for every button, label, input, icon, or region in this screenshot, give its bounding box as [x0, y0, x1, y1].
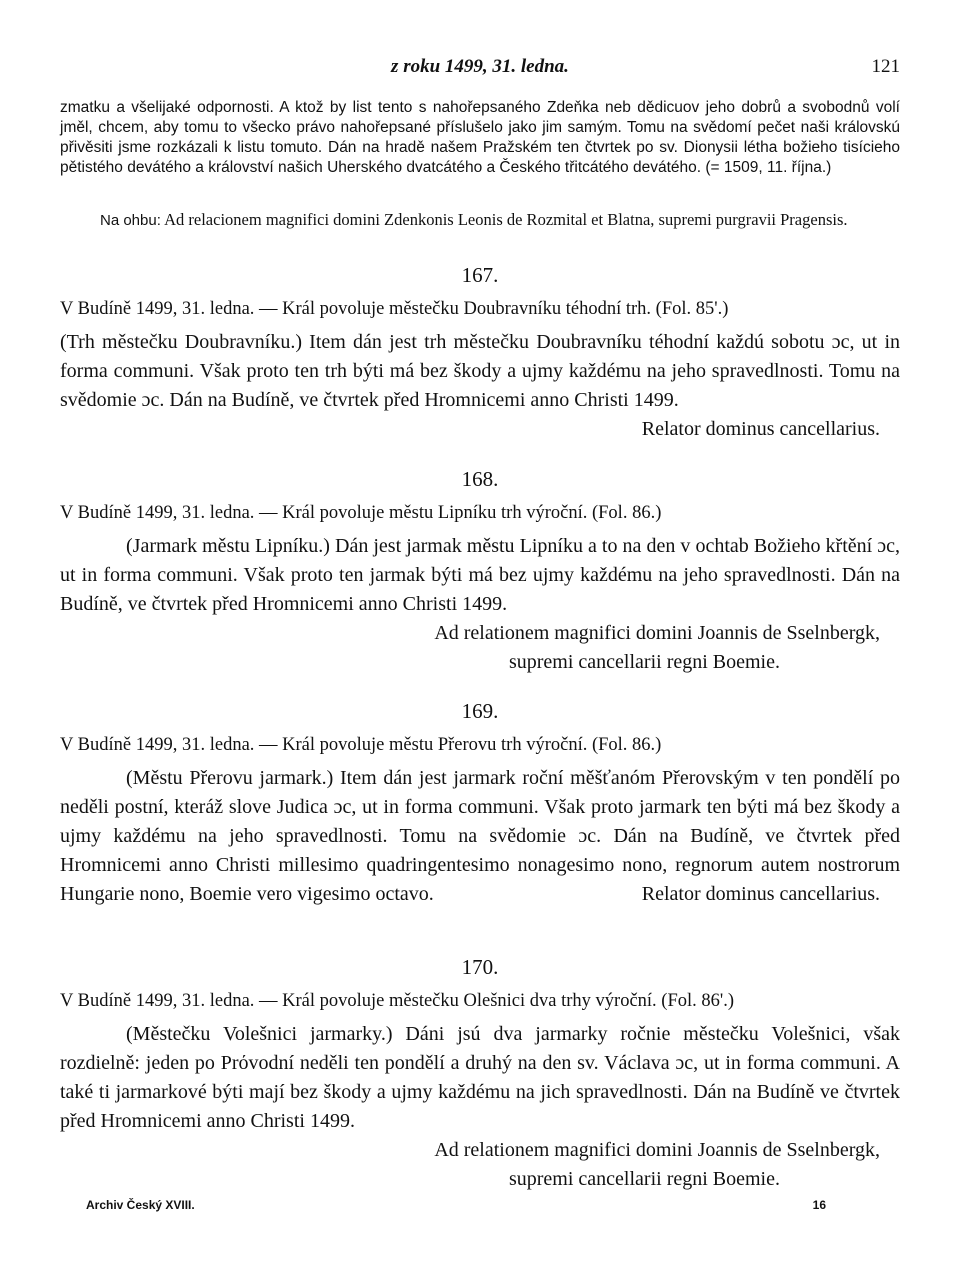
endorsement-text: Ad relacionem magnifici domini Zdenkonis Leonis de Rozmital et Blatna, supremi purgravii Pragensis. [164, 210, 848, 229]
document-entry-168 [60, 466, 900, 677]
relator-line: Ad relationem magnifici domini Joannis de Sselnbergk, [434, 622, 880, 644]
document-body [60, 764, 900, 909]
relator-note [60, 619, 900, 677]
document-number: 170. [461, 955, 499, 979]
relator-line: Ad relationem magnifici domini Joannis de Sselnbergk, [434, 1139, 880, 1161]
relator-note: Relator dominus cancellarius. [641, 883, 880, 905]
document-entry-170 [60, 954, 900, 1194]
running-title: z roku 1499, 31. ledna. [391, 56, 569, 77]
signature-mark: Archiv Český XVIII. [86, 1198, 195, 1212]
page-header [60, 54, 900, 82]
intro-paragraph: zmatku a všelijaké odpornosti. A ktož by list tento s nahořepsaného Zdeňka neb dědicuov jeho dobrů a svobodnů volí jměl, chcem, aby tomu to všecko právo nahořepsané příslušelo jako jim samým. Tomu na svědomí pečet naši královskú přivěsiti jsme rozkázali k listu tomuto. Dán na hradě našem Pražském ten čtvrtek po sv. Dionysii létha božieho tisícieho pětistého devátého a království našich Uherského dvatcátého a Českého třitcátého devátého. (= 1509, 11. října.) [60, 99, 900, 176]
page-footer [86, 1198, 826, 1218]
document-number: 167. [461, 263, 499, 287]
document-entry-167 [60, 262, 900, 444]
document-regest: V Budíně 1499, 31. ledna. — Král povoluje městu Lipníku trh výroční. (Fol. 86.) [60, 503, 662, 523]
document-regest: V Budíně 1499, 31. ledna. — Král povoluje městečku Doubravníku téhodní trh. (Fol. 85'.) [60, 299, 729, 319]
relator-line: supremi cancellarii regni Boemie. [508, 651, 780, 673]
document-body-text: (Městu Přerovu jarmark.) Item dán jest jarmark roční měšťanóm Přerovským v ten pondělí po neděli postní, kteráž slove Judica ɔc, ut in forma communi. Však proto jarmark ten býti má bez škody a ujmy každému na jeho spravedlnosti. Tomu na svědomie ɔc. Dán na Budíně, ve čtvrtek před Hromnicemi anno Christi millesimo quadringentesimo nonagesimo nono, regnorum autem nostrorum Hungarie nono, Boemie vero vigesimo octavo. [60, 767, 900, 905]
endorsement-note [60, 208, 900, 232]
document-number: 168. [461, 467, 499, 491]
document-body [60, 328, 900, 440]
gathering-number: 16 [812, 1198, 826, 1212]
endorsement-paragraph [60, 208, 900, 232]
document-entry-169 [60, 698, 900, 909]
relator-line: supremi cancellarii regni Boemie. [508, 1168, 780, 1190]
continued-charter-text [60, 98, 900, 178]
document-body: (Městečku Volešnici jarmarky.) Dáni jsú dva jarmarky ročnie městečku Volešnici, však rozdielně: jeden po Prόvodní neděli ten pondělí a druhý na den sv. Václava ɔc, ut in forma communi. A také ti jarmarkové býti mají bez škody a ujmy každému na jich spravedlnosti. Dán na Budíně ve čtvrtek před Hromnicemi anno Christi 1499. [60, 1023, 900, 1132]
document-regest: V Budíně 1499, 31. ledna. — Král povoluje městu Přerovu trh výroční. (Fol. 86.) [60, 735, 662, 755]
document-body-text: (Trh městečku Doubravníku.) Item dán jest trh městečku Doubravníku téhodní každú sobotu ɔc, ut in forma communi. Však proto ten trh býti má bez škody a ujmy každému na jeho spravedlnosti. Tomu na svědomie ɔc. Dán na Budíně, ve čtvrtek před Hromnicemi anno Christi 1499. [60, 331, 900, 411]
page-number: 121 [871, 56, 900, 77]
relator-note: Relator dominus cancellarius. [641, 418, 880, 440]
endorsement-label: Na ohbu: [100, 212, 161, 229]
document-body: (Jarmark městu Lipníku.) Dán jest jarmak městu Lipníku a to na den v ochtab Božieho křtění ɔc, ut in forma communi. Však proto ten jarmak býti má bez ujmy každému na jeho spravedlnosti. Dán na Budíně, ve čtvrtek před Hromnicemi anno Christi 1499. [60, 535, 900, 615]
relator-note [60, 1136, 900, 1194]
document-number: 169. [461, 699, 499, 723]
document-regest: V Budíně 1499, 31. ledna. — Král povoluje městečku Olešnici dva trhy výroční. (Fol. 86'.) [60, 991, 735, 1011]
